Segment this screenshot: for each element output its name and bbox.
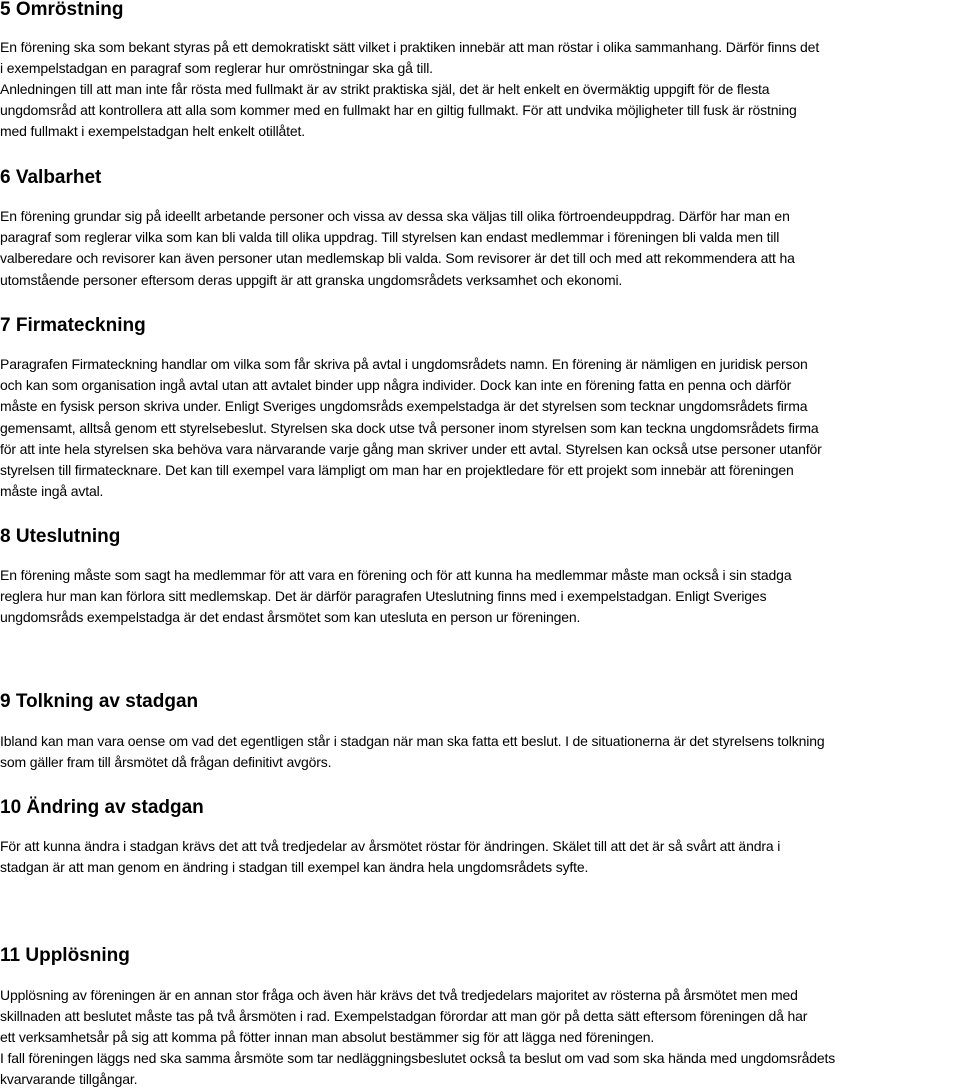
text-line: med fullmakt i exempelstadgan helt enkelt otillåtet. bbox=[0, 123, 306, 140]
text-line: ungdomsråd att kontrollera att alla som kommer med en fullmakt har en giltig fullmakt. För att undvika möjligheter till fusk är röstning bbox=[0, 102, 797, 119]
heading-text: 8 Uteslutning bbox=[0, 526, 121, 547]
text-line: En förening måste som sagt ha medlemmar för att vara en förening och för att kunna ha medlemmar måste man också i sin stadga bbox=[0, 567, 792, 583]
text-line: reglera hur man kan förlora sitt medlemskap. Det är därför paragrafen Uteslutning finns med i exempelstadgan. Enligt Sveriges bbox=[0, 588, 767, 605]
text-line: paragraf som reglerar vilka som kan bli valda till olika uppdrag. Till styrelsen kan endast medlemmar i föreningen bli valda men till bbox=[0, 229, 780, 246]
section-heading-valbarhet bbox=[0, 166, 101, 190]
text-line: Anledningen till att man inte får rösta med fullmakt är av strikt praktiska själ, det är helt enkelt en övermäktig uppgift för de flesta bbox=[0, 81, 770, 97]
text-line: stadgan är att man genom en ändring i stadgan till exempel kan ändra hela ungdomsrådets syfte. bbox=[0, 859, 589, 876]
text-line: utomstående personer eftersom deras uppgift är att granska ungdomsrådets verksamhet och ekonomi. bbox=[0, 271, 623, 288]
text-line: ett verksamhetsår på sig att komma på fötter innan man absolut bestämmer sig för att lägga ned föreningen. bbox=[0, 1029, 655, 1046]
text-line: I fall föreningen läggs ned ska samma årsmöte som tar nedläggningsbeslutet också ta beslut om vad som ska hända med ungdomsrådets bbox=[0, 1050, 836, 1066]
heading-text: 11 Upplösning bbox=[0, 945, 130, 966]
text-line: och kan som organisation ingå avtal utan att avtalet binder upp några individer. Dock kan inte en förening fatta en penna och därför bbox=[0, 377, 792, 394]
section-5-paragraph-1 bbox=[0, 37, 960, 79]
text-line: i exempelstadgan en paragraf som reglerar hur omröstningar ska gå till. bbox=[0, 60, 433, 77]
text-line: måste en fysisk person skriva under. Enligt Sveriges ungdomsråds exempelstadga är det styrelsen som tecknar ungdomsrådets firma bbox=[0, 398, 808, 415]
section-6-paragraph-1 bbox=[0, 206, 960, 291]
text-line: som gäller fram till årsmötet då frågan definitivt avgörs. bbox=[0, 754, 332, 771]
text-line: ungdomsråds exempelstadga är det endast årsmötet som kan utesluta en person ur föreningen. bbox=[0, 609, 581, 626]
text-line: En förening grundar sig på ideellt arbetande personer och vissa av dessa ska väljas till olika förtroendeuppdrag. Därför har man en bbox=[0, 208, 790, 224]
text-line: gemensamt, alltså genom ett styrelsebeslut. Styrelsen ska dock utse två personer inom styrelsen som kan teckna ungdomsrådets firma bbox=[0, 419, 819, 436]
text-line: Ibland kan man vara oense om vad det egentligen står i stadgan när man ska fatta ett beslut. I de situationerna är det styrelsens tolkning bbox=[0, 733, 825, 749]
text-line: kvarvarande tillgångar. bbox=[0, 1071, 138, 1088]
text-line: Upplösning av föreningen är en annan stor fråga och även här krävs det två tredjedelars majoritet av rösterna på årsmötet men med bbox=[0, 987, 798, 1003]
heading-text: 5 Omröstning bbox=[0, 0, 124, 20]
heading-text: 10 Ändring av stadgan bbox=[0, 797, 204, 818]
text-line: Paragrafen Firmateckning handlar om vilka som får skriva på avtal i ungdomsrådets namn. En förening är nämligen en juridisk person bbox=[0, 356, 808, 372]
text-line: skillnaden att beslutet måste tas på två årsmöten i rad. Exempelstadgan förordar att man gör på detta sätt eftersom föreningen då har bbox=[0, 1008, 808, 1025]
text-line: En förening ska som bekant styras på ett demokratiskt sätt vilket i praktiken innebär att man röstar i olika sammanhang. Därför finns det bbox=[0, 39, 820, 55]
text-line: måste ingå avtal. bbox=[0, 483, 104, 500]
section-5-paragraph-2 bbox=[0, 79, 960, 143]
heading-text: 6 Valbarhet bbox=[0, 167, 102, 188]
text-line: För att kunna ändra i stadgan krävs det att två tredjedelar av årsmötet röstar för ändringen. Skälet till att det är så svårt att ändra i bbox=[0, 838, 781, 854]
text-line: styrelsen till firmatecknare. Det kan till exempel vara lämpligt om man har en projektledare för ett projekt som innebär att föreningen bbox=[0, 462, 794, 479]
text-line: för att inte hela styrelsen ska behöva vara närvarande varje gång man skriver under ett avtal. Styrelsen kan också utse personer utanför bbox=[0, 440, 822, 457]
heading-text: 7 Firmateckning bbox=[0, 315, 146, 336]
heading-text: 9 Tolkning av stadgan bbox=[0, 691, 199, 712]
text-line: valberedare och revisorer kan även personer utan medlemskap bli valda. Som revisorer är det till och med att rekommendera att ha bbox=[0, 250, 795, 267]
section-heading-omrostning bbox=[0, 0, 124, 22]
